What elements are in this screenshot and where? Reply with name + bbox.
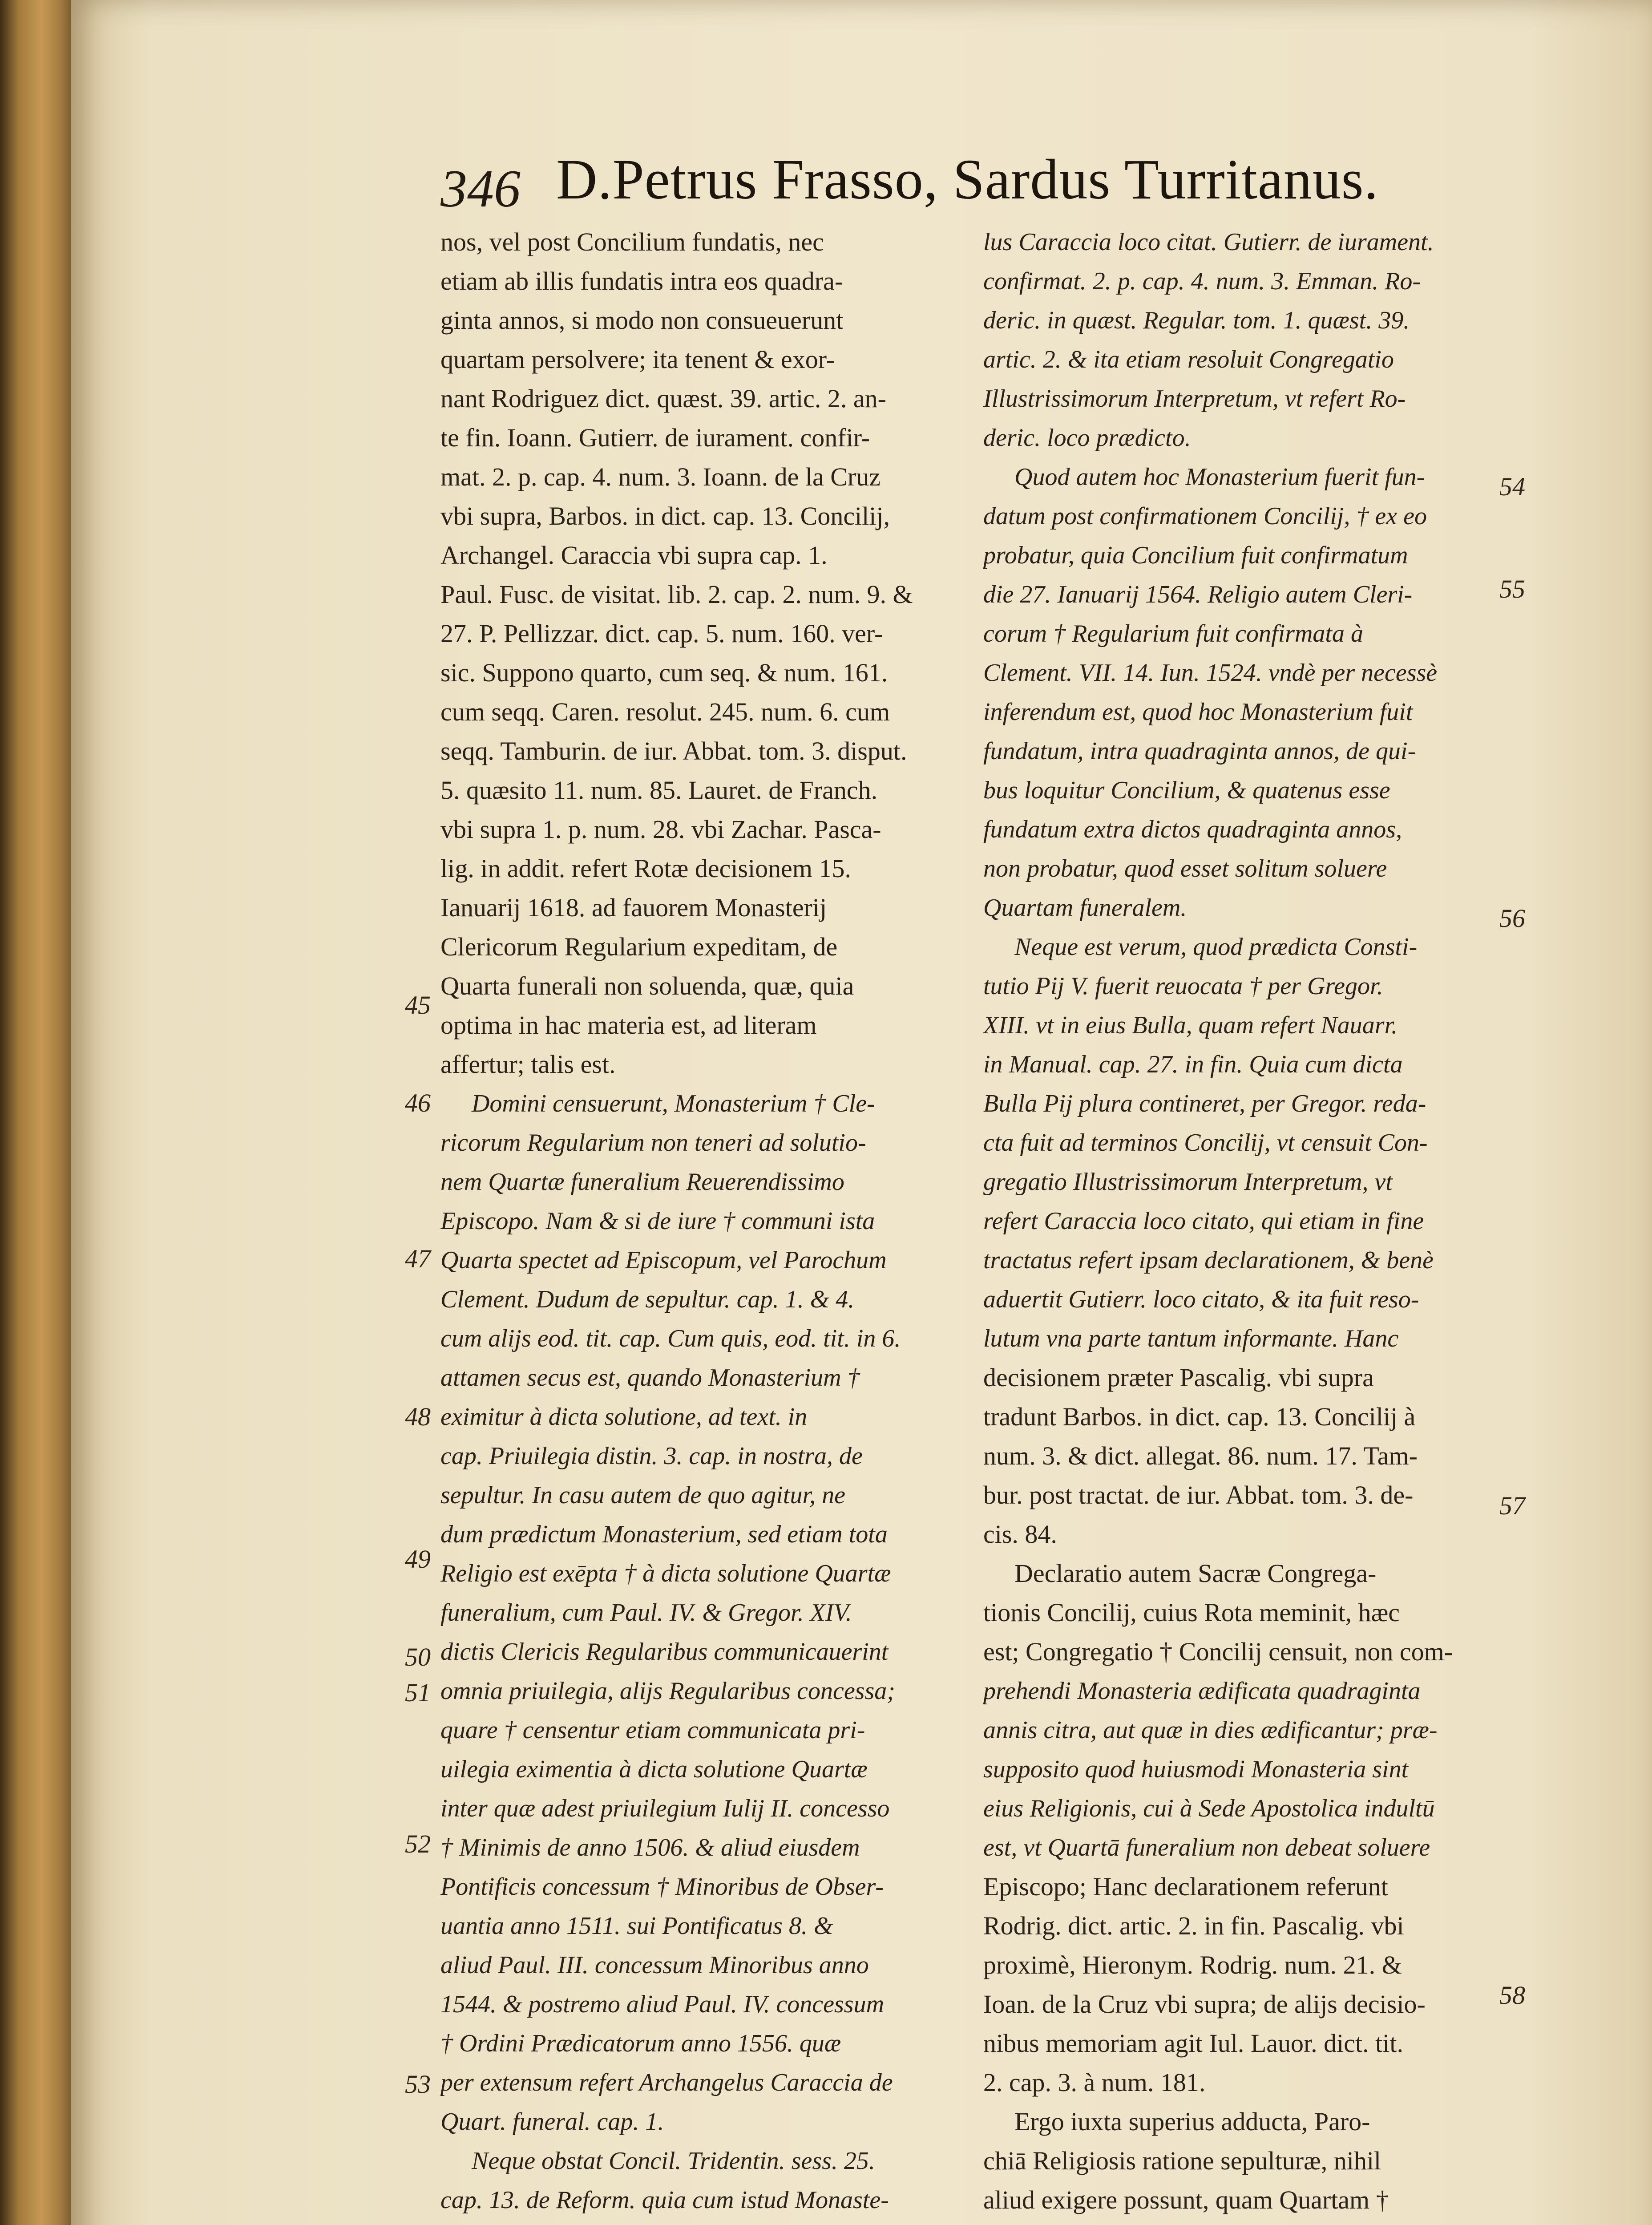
text-line: supposito quod huiusmodi Monasteria sint (983, 1756, 1409, 1783)
text-line: tradunt Barbos. in dict. cap. 13. Concilij à (983, 1402, 1416, 1431)
text-line (983, 2220, 1488, 2225)
text-line: in Manual. cap. 27. in fin. Quia cum dicta (983, 1051, 1403, 1078)
text-line: Bulla Pij plura contineret, per Gregor. reda- (983, 1090, 1426, 1117)
text-line: Ergo iuxta superius adducta, Paro- (1014, 2107, 1370, 2136)
text-line: 27. P. Pellizzar. dict. cap. 5. num. 160. ver- (440, 619, 883, 648)
margin-number-49: 49 (405, 1545, 431, 1574)
text-line: eius Religionis, cui à Sede Apostolica indultū (983, 1795, 1435, 1822)
text-line: † Ordini Prædicatorum anno 1556. quæ (440, 2030, 841, 2057)
text-line: bus loquitur Concilium, & quatenus esse (983, 777, 1390, 804)
text-line: annis citra, aut quæ in dies ædificantur; præ- (983, 1716, 1438, 1744)
text-line: num. 3. & dict. allegat. 86. num. 17. Tam- (983, 1441, 1418, 1470)
text-line: funeralium, cum Paul. IV. & Gregor. XIV. (440, 1599, 852, 1626)
text-line: artic. 2. & ita etiam resoluit Congregatio (983, 346, 1394, 373)
text-line: proximè, Hieronym. Rodrig. num. 21. & (983, 1950, 1402, 1979)
text-line: decisionem præter Pascalig. vbi supra (983, 1363, 1374, 1392)
text-line: vbi supra, Barbos. in dict. cap. 13. Concilij, (440, 502, 890, 530)
text-line: aliud exigere possunt, quam Quartam † (983, 2185, 1389, 2214)
margin-number-55: 55 (1499, 574, 1525, 603)
margin-number-51: 51 (405, 1678, 431, 1707)
text-line: est, vt Quartā funeralium non debeat soluere (983, 1834, 1430, 1861)
running-title: D.Petrus Frasso, Sardus Turritanus. (556, 148, 1379, 211)
text-line: cum alijs eod. tit. cap. Cum quis, eod. tit. in 6. (440, 1325, 901, 1352)
text-line: te fin. Ioann. Gutierr. de iurament. confir- (440, 423, 870, 452)
text-line: chiā Religiosis ratione sepulturæ, nihil (983, 2146, 1381, 2175)
text-line: Rodrig. dict. artic. 2. in fin. Pascalig. vbi (983, 1911, 1404, 1940)
text-line: Paul. Fusc. de visitat. lib. 2. cap. 2. num. 9. & (440, 580, 913, 609)
text-line: mat. 2. p. cap. 4. num. 3. Ioann. de la Cruz (440, 462, 881, 491)
text-line: deric. in quæst. Regular. tom. 1. quæst. 39. (983, 307, 1410, 334)
margin-number-54: 54 (1499, 472, 1525, 501)
text-line: nem Quartæ funeralium Reuerendissimo (440, 1168, 844, 1196)
text-line: fundatum extra dictos quadraginta annos, (983, 816, 1402, 843)
text-line: † Minimis de anno 1506. & aliud eiusdem (440, 1834, 860, 1861)
text-line: corum † Regularium fuit confirmata à (983, 620, 1363, 647)
text-line: Ianuarij 1618. ad fauorem Monasterij (440, 893, 827, 922)
text-line: ginta annos, si modo non consueuerunt (440, 306, 844, 335)
text-line: cum seqq. Caren. resolut. 245. num. 6. cum (440, 697, 890, 726)
text-line: Declaratio autem Sacræ Congrega- (1014, 1559, 1377, 1588)
text-line: Clement. Dudum de sepultur. cap. 1. & 4. (440, 1286, 855, 1313)
text-line: quartam persolvere; ita tenent & exor- (440, 345, 835, 374)
text-line: tutio Pij V. fuerit reuocata † per Gregor. (983, 972, 1383, 1000)
text-line: cap. Priuilegia distin. 3. cap. in nostra, de (440, 1442, 863, 1470)
text-line: Illustrissimorum Interpretum, vt refert Ro- (983, 385, 1406, 413)
text-line: eximitur à dicta solutione, ad text. in (440, 1403, 808, 1431)
text-line: cap. 13. de Reform. quia cum istud Monaste- (440, 2186, 889, 2214)
text-line: Episcopo. Nam & si de iure † communi ista (440, 1207, 875, 1235)
margin-number-58: 58 (1499, 1981, 1525, 2010)
text-line: vbi supra 1. p. num. 28. vbi Zachar. Pasca- (440, 815, 881, 844)
text-line: 5. quæsito 11. num. 85. Lauret. de Franch. (440, 776, 878, 805)
text-line: tractatus refert ipsam declarationem, & benè (983, 1246, 1434, 1274)
text-line: refert Caraccia loco citato, qui etiam in fine (983, 1207, 1424, 1235)
text-line: non probatur, quod esset solitum soluere (983, 855, 1387, 882)
text-line: sic. Suppono quarto, cum seq. & num. 161. (440, 658, 888, 687)
text-line: dum prædictum Monasterium, sed etiam tota (440, 1521, 888, 1548)
right-column (983, 222, 1488, 2225)
text-line: fundatum, intra quadraginta annos, de qui- (983, 737, 1416, 765)
text-line: nibus memoriam agit Iul. Lauor. dict. tit. (983, 2029, 1403, 2058)
text-line: affertur; talis est. (440, 1050, 616, 1079)
text-line: Quod autem hoc Monasterium fuerit fun- (1014, 463, 1425, 491)
text-line: sepultur. In casu autem de quo agitur, ne (440, 1481, 845, 1509)
text-line: aliud Paul. III. concessum Minoribus anno (440, 1951, 869, 1979)
text-line: lus Caraccia loco citat. Gutierr. de iurament. (983, 228, 1434, 256)
text-line: Quarta funerali non soluenda, quæ, quia (440, 971, 854, 1000)
text-line: Ioan. de la Cruz vbi supra; de alijs decisio- (983, 1990, 1426, 2019)
margin-number-45: 45 (405, 991, 431, 1019)
text-line: attamen secus est, quando Monasterium † (440, 1364, 860, 1392)
margin-number-46: 46 (405, 1088, 431, 1117)
text-line: Religio est exēpta † à dicta solutione Quartæ (440, 1560, 891, 1587)
margin-number-57: 57 (1499, 1491, 1525, 1520)
text-line: bur. post tractat. de iur. Abbat. tom. 3. de- (983, 1481, 1414, 1509)
text-line: Episcopo; Hanc declarationem referunt (983, 1872, 1388, 1901)
text-line: aduertit Gutierr. loco citato, & ita fuit reso- (983, 1286, 1419, 1313)
text-line: omnia priuilegia, alijs Regularibus concessa; (440, 1677, 895, 1705)
text-line: seqq. Tamburin. de iur. Abbat. tom. 3. disput. (440, 736, 907, 765)
text-line: Clement. VII. 14. Iun. 1524. vndè per necessè (983, 659, 1438, 687)
text-line: Neque est verum, quod prædicta Consti- (1014, 933, 1418, 961)
text-line: cis. 84. (983, 1520, 1057, 1549)
text-line: gregatio Illustrissimorum Interpretum, vt (983, 1168, 1393, 1196)
text-line: datum post confirmationem Concilij, † ex eo (983, 502, 1427, 530)
text-line: est; Congregatio † Concilij censuit, non com- (983, 1637, 1453, 1666)
text-line: inferendum est, quod hoc Monasterium fuit (983, 698, 1413, 726)
text-line: XIII. vt in eius Bulla, quam refert Nauarr. (983, 1011, 1398, 1039)
text-line (440, 2220, 948, 2225)
margin-number-50: 50 (405, 1642, 431, 1671)
text-line: quare † censentur etiam communicata pri- (440, 1716, 865, 1744)
left-column (440, 222, 948, 2225)
margin-number-52: 52 (405, 1829, 431, 1858)
text-line: uantia anno 1511. sui Pontificatus 8. & (440, 1912, 833, 1940)
text-line: ricorum Regularium non teneri ad solutio- (440, 1129, 866, 1157)
margin-number-53: 53 (405, 2070, 431, 2099)
text-line: Quartam funeralem. (983, 894, 1187, 922)
text-line: lutum vna parte tantum informante. Hanc (983, 1325, 1399, 1352)
page-header (440, 147, 1446, 222)
text-line: Archangel. Caraccia vbi supra cap. 1. (440, 541, 828, 570)
text-line: optima in hac materia est, ad literam (440, 1011, 817, 1040)
text-line: Clericorum Regularium expeditam, de (440, 932, 838, 961)
text-line: Neque obstat Concil. Tridentin. sess. 25. (472, 2147, 875, 2175)
text-line: deric. loco prædicto. (983, 424, 1191, 452)
text-line: nant Rodriguez dict. quæst. 39. artic. 2. an- (440, 384, 886, 413)
text-line: cta fuit ad terminos Concilij, vt censuit Con- (983, 1129, 1428, 1157)
text-line: die 27. Ianuarij 1564. Religio autem Cleri- (983, 581, 1413, 608)
text-line: 2. cap. 3. à num. 181. (983, 2068, 1206, 2097)
text-line: per extensum refert Archangelus Caraccia de (440, 2069, 893, 2096)
margin-number-47: 47 (405, 1244, 431, 1273)
text-line: probatur, quia Concilium fuit confirmatum (983, 542, 1408, 569)
text-line: uilegia eximentia à dicta solutione Quartæ (440, 1756, 868, 1783)
text-line: Quarta spectet ad Episcopum, vel Parochum (440, 1246, 887, 1274)
margin-number-48: 48 (405, 1402, 431, 1431)
text-line: 1544. & postremo aliud Paul. IV. concessum (440, 1990, 885, 2018)
book-fore-edge (0, 0, 76, 2225)
text-line: etiam ab illis fundatis intra eos quadra- (440, 267, 844, 295)
text-line: prehendi Monasteria ædificata quadraginta (983, 1677, 1421, 1705)
text-line: tionis Concilij, cuius Rota meminit, hæc (983, 1598, 1400, 1627)
text-line: nos, vel post Concilium fundatis, nec (440, 227, 824, 256)
text-line: Pontificis concessum † Minoribus de Obser- (440, 1873, 884, 1901)
text-line: lig. in addit. refert Rotæ decisionem 15. (440, 854, 851, 883)
text-line: confirmat. 2. p. cap. 4. num. 3. Emman. Ro- (983, 267, 1421, 295)
page-number: 346 (440, 159, 521, 218)
text-line: Domini censuerunt, Monasterium † Cle- (472, 1090, 875, 1117)
text-line: inter quæ adest priuilegium Iulij II. concesso (440, 1795, 890, 1822)
text-line: Quart. funeral. cap. 1. (440, 2108, 664, 2136)
text-line: dictis Clericis Regularibus communicauerint (440, 1638, 889, 1666)
margin-number-56: 56 (1499, 904, 1525, 933)
